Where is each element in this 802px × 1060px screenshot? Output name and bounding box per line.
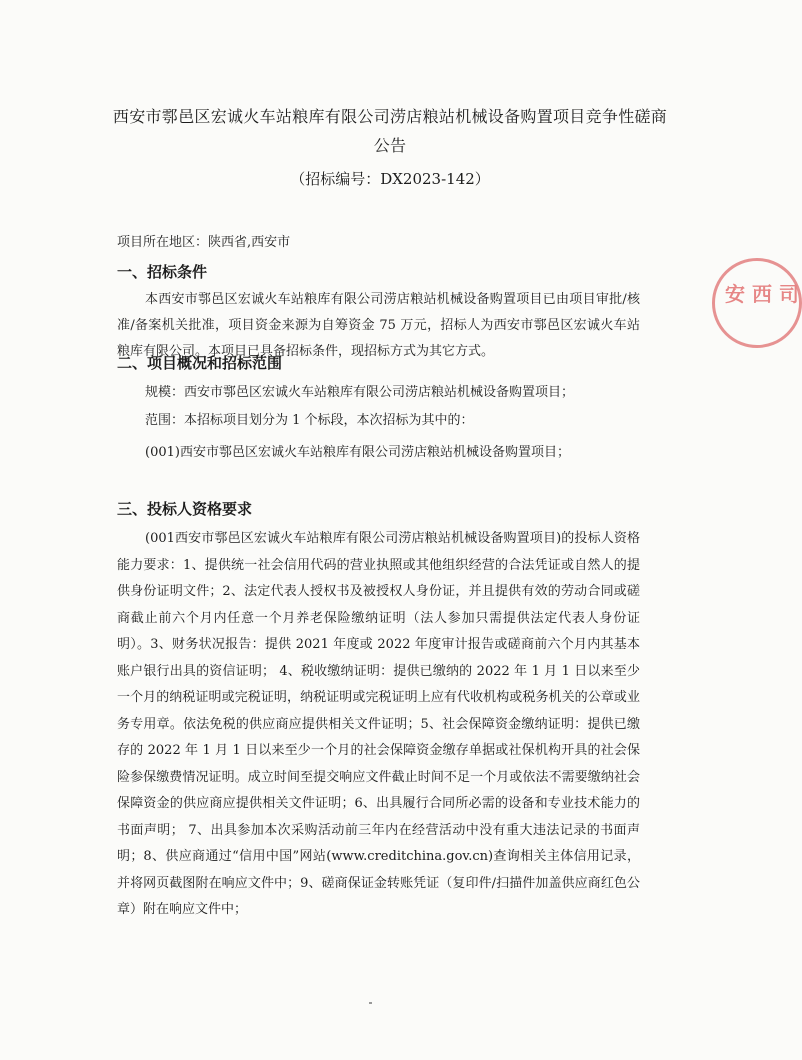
stamp-text: 安 西 司 — [725, 282, 799, 306]
section-2-heading: 二、项目概况和招标范围 — [117, 354, 283, 372]
section-3-heading: 三、投标人资格要求 — [117, 500, 253, 518]
section-1-heading: 一、招标条件 — [117, 263, 208, 281]
document-title — [110, 102, 670, 160]
section-3-body: (001西安市鄠邑区宏诚火车站粮库有限公司涝店粮站机械设备购置项目)的投标人资格能力要求：1、提供统一社会信用代码的营业执照或其他组织经营的合法凭证或自然人的提供身份证明文件；2、法定代表人授权书及被授权人身份证，并且提供有效的劳动合同或磋商截止前六个月内任意一个月养老保险缴纳证明（法人参加只需提供法定代表人身份证明）。3、财务状况报告：提供 2021 年度或 2022 年度审计报告或磋商前六个月内其基本账户银行出具的资信证明； 4、税收缴纳证明：提供已缴纳的 2022 年 1 月 1 日以来至少一个月的纳税证明或完税证明，纳税证明或完税证明上应有代收机构或税务机关的公章或业务专用章。依法免税的供应商应提供相关文件证明；5、社会保障资金缴纳证明：提供已缴存的 2022 年 1 月 1 日以来至少一个月的社会保障资金缴存单据或社保机构开具的社会保险参保缴费情况证明。成立时间至提交响应文件截止时间不足一个月或依法不需要缴纳社会保障资金的供应商应提供相关文件证明；6、出具履行合同所必需的设备和专业技术能力的书面声明； 7、出具参加本次采购活动前三年内在经营活动中没有重大违法记录的书面声明；8、供应商通过“信用中国”网站(www.creditchina.gov.cn)查询相关主体信用记录，并将网页截图附在响应文件中；9、磋商保证金转账凭证（复印件/扫描件加盖供应商红色公章）附在响应文件中； — [117, 531, 640, 917]
title-line-2: 公告 — [373, 136, 407, 155]
project-location: 项目所在地区：陕西省,西安市 — [117, 235, 291, 250]
title-line-1: 西安市鄠邑区宏诚火车站粮库有限公司涝店粮站机械设备购置项目竞争性磋商 — [112, 107, 668, 126]
section-2-lot: (001)西安市鄠邑区宏诚火车站粮库有限公司涝店粮站机械设备购置项目； — [145, 445, 570, 460]
section-2-range: 范围：本招标项目划分为 1 个标段，本次招标为其中的： — [145, 413, 474, 428]
red-seal-stamp — [712, 258, 802, 348]
tender-code: （招标编号：DX2023-142） — [290, 170, 490, 188]
section-1-body: 本西安市鄠邑区宏诚火车站粮库有限公司涝店粮站机械设备购置项目已由项目审批/核准/备案机关批准，项目资金来源为自筹资金 75 万元，招标人为西安市鄠邑区宏诚火车站粮库有限公司。本项目已具备招标条件，现招标方式为其它方式。 — [117, 292, 640, 359]
section-2-scale: 规模：西安市鄠邑区宏诚火车站粮库有限公司涝店粮站机械设备购置项目； — [145, 385, 575, 400]
scan-speck — [369, 1002, 372, 1004]
